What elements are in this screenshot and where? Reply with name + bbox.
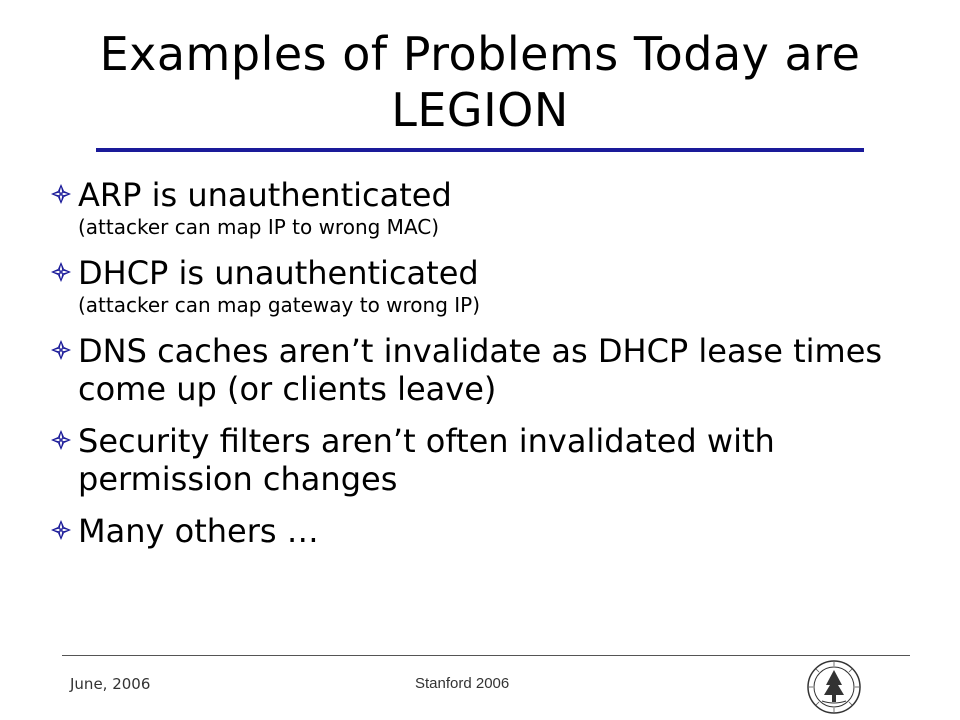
footer-divider [62,655,910,656]
footer-center-text: Stanford 2006 [415,675,510,692]
bullet-text: DNS caches aren’t invalidate as DHCP lease times come up (or clients leave) [78,332,883,408]
bullet-item [50,176,930,240]
diamond-bullet-icon [50,429,72,451]
bullet-list [50,176,930,550]
diamond-bullet-icon [50,183,72,205]
bullet-subtext: (attacker can map IP to wrong MAC) [78,215,440,239]
bullet-item [50,422,930,498]
bullet-item [50,254,930,318]
bullet-item [50,332,930,408]
bullet-subtext: (attacker can map gateway to wrong IP) [78,293,481,317]
bullet-text: DHCP is unauthenticated [78,254,479,292]
bullet-text: Many others … [78,512,319,550]
diamond-bullet-icon [50,519,72,541]
bullet-text: ARP is unauthenticated [78,176,452,214]
bullet-item [50,512,930,550]
slide-title: Examples of Problems Today are LEGION [99,27,861,137]
diamond-bullet-icon [50,339,72,361]
stanford-seal-icon [806,659,862,715]
diamond-bullet-icon [50,261,72,283]
footer-date: June, 2006 [70,675,151,693]
bullet-text: Security filters aren’t often invalidated with permission changes [78,422,775,498]
title-underline [96,148,864,152]
